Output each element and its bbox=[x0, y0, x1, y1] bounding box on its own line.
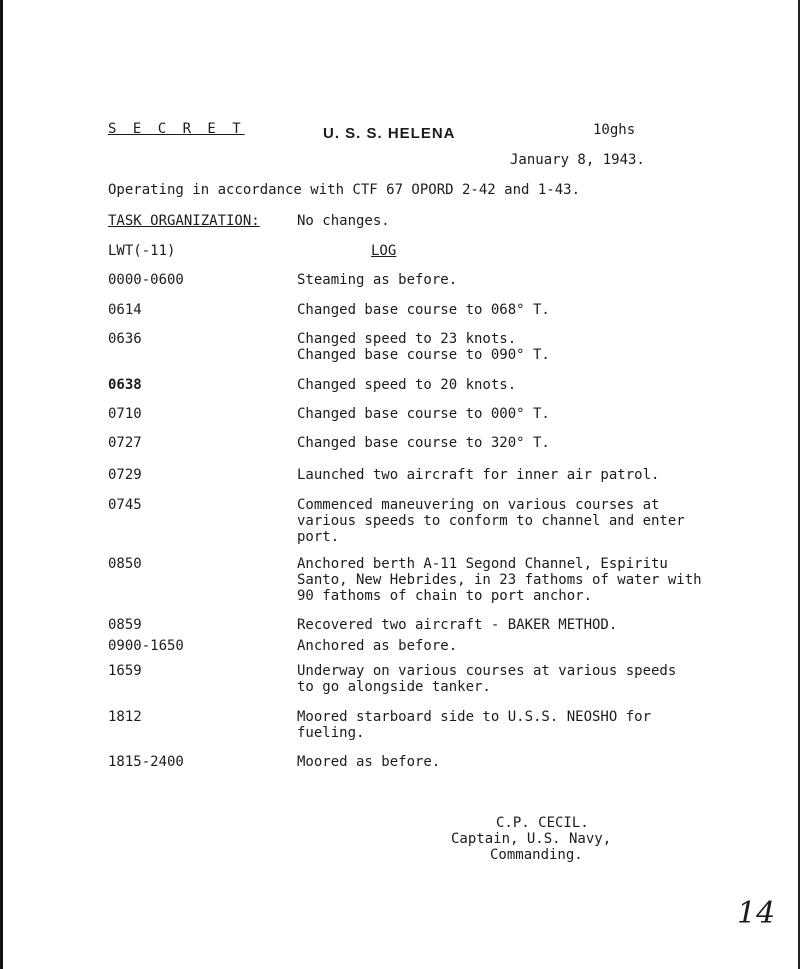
log-text: Underway on various courses at various speeds to go alongside tanker. bbox=[297, 663, 677, 695]
log-time: 1815-2400 bbox=[108, 754, 184, 770]
log-text: Launched two aircraft for inner air patrol. bbox=[297, 467, 660, 483]
log-text: Anchored as before. bbox=[297, 638, 458, 654]
log-text: Changed base course to 068° T. bbox=[297, 302, 550, 318]
log-text: Changed base course to 320° T. bbox=[297, 435, 550, 451]
log-date: January 8, 1943. bbox=[510, 152, 645, 168]
log-text: Steaming as before. bbox=[297, 272, 458, 288]
log-text: Commenced maneuvering on various courses at various speeds to conform to channel and enter port. bbox=[297, 497, 685, 545]
log-time: 0900-1650 bbox=[108, 638, 184, 654]
task-organization-label: TASK ORGANIZATION: bbox=[108, 213, 260, 229]
ship-name: U. S. S. HELENA bbox=[323, 125, 456, 142]
log-time: 0745 bbox=[108, 497, 142, 513]
time-zone-label: LWT(-11) bbox=[108, 243, 176, 259]
log-time: 0850 bbox=[108, 556, 142, 572]
log-text: Moored as before. bbox=[297, 754, 441, 770]
log-heading: LOG bbox=[371, 243, 397, 259]
log-time: 1659 bbox=[108, 663, 142, 679]
task-organization-value: No changes. bbox=[297, 213, 390, 229]
scan-edge-left bbox=[0, 0, 3, 969]
log-text: Changed base course to 000° T. bbox=[297, 406, 550, 422]
log-time: 0729 bbox=[108, 467, 142, 483]
log-time: 1812 bbox=[108, 709, 142, 725]
log-time: 0614 bbox=[108, 302, 142, 318]
log-text: Changed speed to 20 knots. bbox=[297, 377, 517, 393]
log-text: Moored starboard side to U.S.S. NEOSHO for fueling. bbox=[297, 709, 652, 741]
signature-rank: Captain, U.S. Navy, bbox=[451, 831, 612, 847]
log-time: 0859 bbox=[108, 617, 142, 633]
document-code: 10ghs bbox=[593, 122, 636, 138]
log-time: 0000-0600 bbox=[108, 272, 184, 288]
signature-role: Commanding. bbox=[490, 847, 583, 863]
log-text: Changed speed to 23 knots. Changed base course to 090° T. bbox=[297, 331, 550, 363]
classification-marking: S E C R E T bbox=[108, 121, 245, 137]
log-time: 0636 bbox=[108, 331, 142, 347]
page-number: 14 bbox=[737, 896, 776, 931]
log-time: 0638 bbox=[108, 377, 142, 393]
operating-orders-line: Operating in accordance with CTF 67 OPORD 2-42 and 1-43. bbox=[108, 182, 581, 198]
signature-name: C.P. CECIL. bbox=[496, 815, 589, 831]
log-time: 0727 bbox=[108, 435, 142, 451]
log-text: Anchored berth A-11 Segond Channel, Espiritu Santo, New Hebrides, in 23 fathoms of water with 90 fathoms of chain to port anchor. bbox=[297, 556, 702, 604]
log-time: 0710 bbox=[108, 406, 142, 422]
log-text: Recovered two aircraft - BAKER METHOD. bbox=[297, 617, 618, 633]
